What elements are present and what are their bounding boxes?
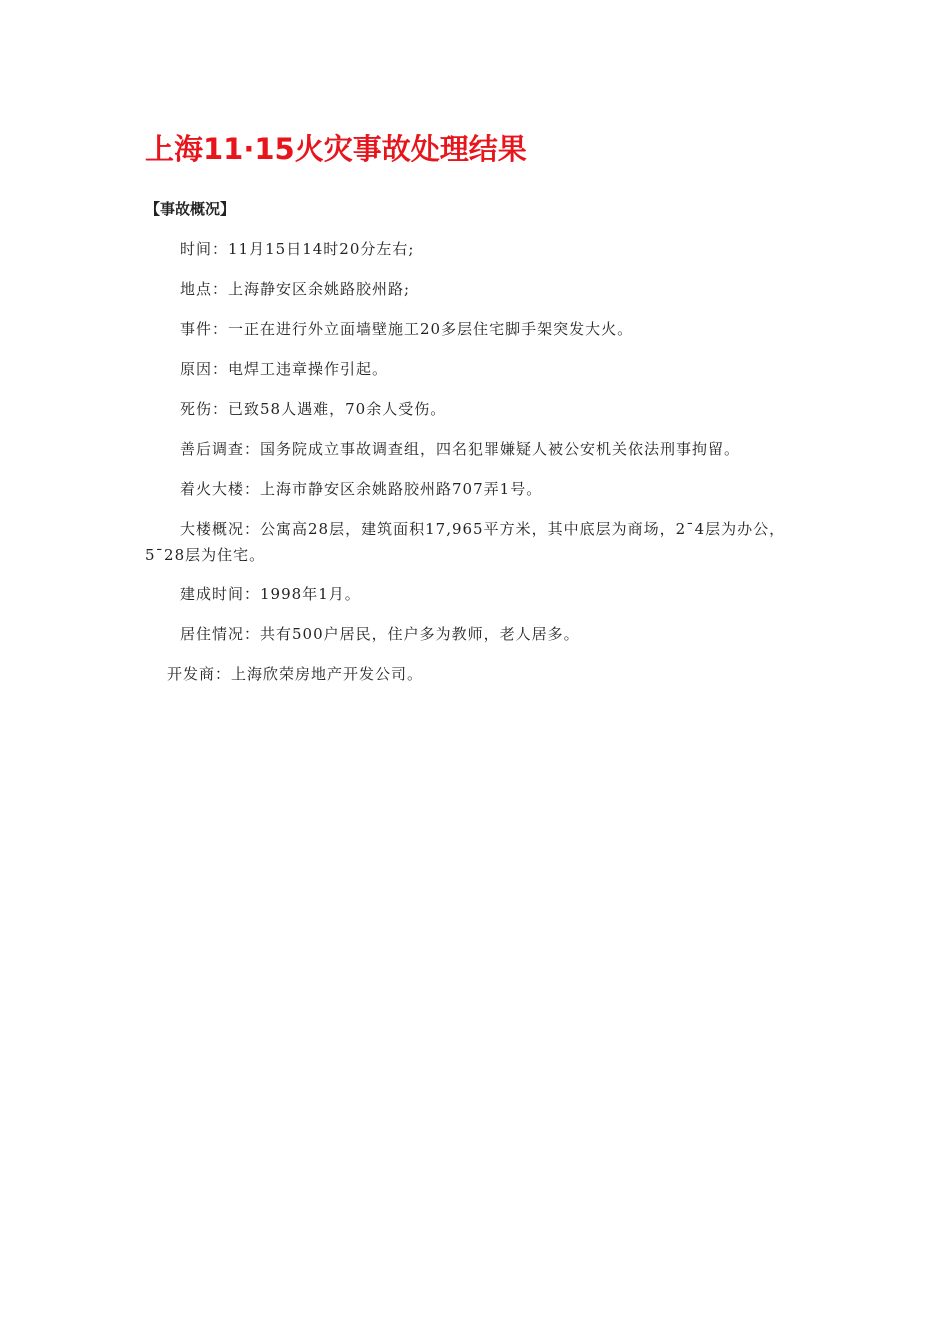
item-location	[180, 278, 410, 300]
section-heading: 【事故概况】	[145, 200, 236, 218]
item-time	[180, 238, 414, 260]
item-value: 11月15日14时20分左右;	[228, 240, 415, 258]
item-casualties	[180, 398, 446, 420]
item-label: 开发商：	[167, 665, 232, 683]
item-label: 建成时间：	[180, 585, 261, 603]
item-building	[180, 478, 542, 500]
item-label: 着火大楼：	[180, 480, 261, 498]
item-event	[180, 318, 633, 340]
item-value: 上海市静安区余姚路胶州路707弄1号。	[260, 480, 543, 498]
item-building-overview	[180, 518, 785, 540]
item-value: 上海欣荣房地产开发公司。	[231, 665, 424, 683]
item-residence	[180, 623, 580, 645]
item-value: 共有500户居民，住户多为教师，老人居多。	[260, 625, 580, 643]
item-value: 国务院成立事故调查组，四名犯罪嫌疑人被公安机关依法刑事拘留。	[260, 440, 741, 458]
item-building-overview-continuation: 5¯28层为住宅。	[145, 546, 266, 564]
item-cause	[180, 358, 388, 380]
item-label: 时间：	[180, 240, 229, 258]
document-title: 上海11·15火灾事故处理结果	[145, 132, 527, 166]
item-value: 公寓高28层，建筑面积17,965平方米，其中底层为商场，2¯4层为办公，	[260, 520, 786, 538]
item-label: 原因：	[180, 360, 229, 378]
item-built-date	[180, 583, 361, 605]
item-value: 电焊工违章操作引起。	[228, 360, 389, 378]
item-label: 死伤：	[180, 400, 229, 418]
item-label: 事件：	[180, 320, 229, 338]
item-developer	[167, 663, 423, 685]
item-label: 大楼概况：	[180, 520, 261, 538]
item-aftermath	[180, 438, 740, 460]
item-label: 居住情况：	[180, 625, 261, 643]
item-label: 善后调查：	[180, 440, 261, 458]
item-label: 地点：	[180, 280, 229, 298]
item-value: 上海静安区余姚路胶州路;	[228, 280, 411, 298]
item-value: 已致58人遇难，70余人受伤。	[228, 400, 447, 418]
item-value: 一正在进行外立面墙壁施工20多层住宅脚手架突发大火。	[228, 320, 634, 338]
item-value: 1998年1月。	[260, 585, 361, 603]
